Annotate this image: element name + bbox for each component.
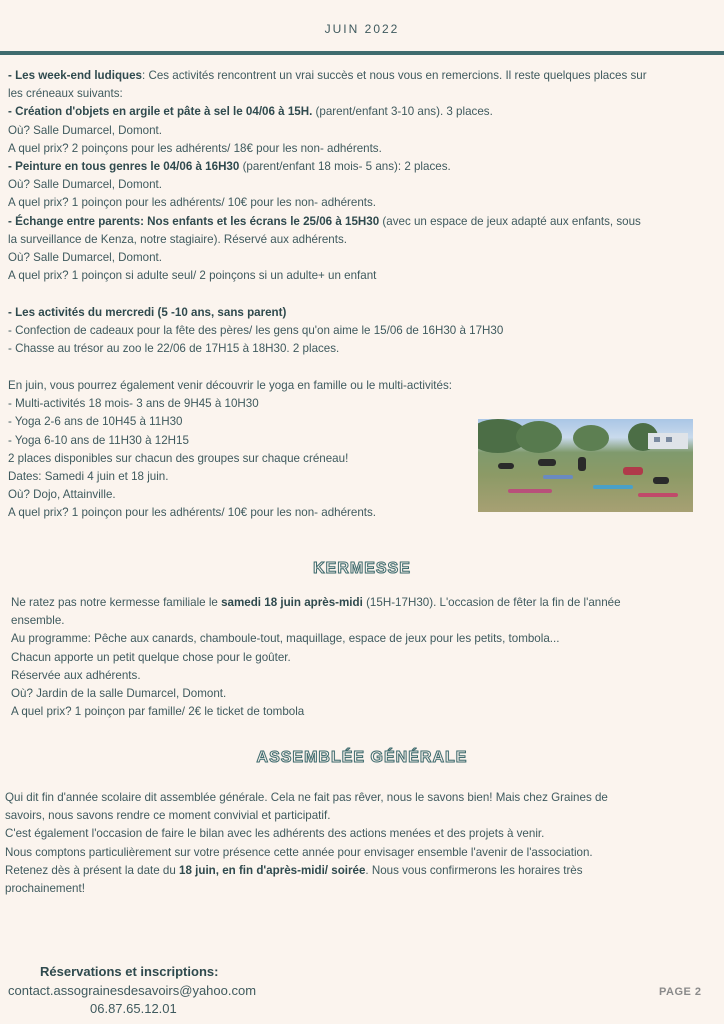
peinture-line xyxy=(8,158,720,176)
mercredi-item-chasse: - Chasse au trésor au zoo le 22/06 de 17H15 à 18H30. 2 places. xyxy=(8,342,340,356)
kermesse-text-b: (15H-17H30). L'occasion de fêter la fin de l'année xyxy=(362,596,621,609)
weekend-intro-text: : Ces activités rencontrent un vrai succès et nous vous en remercions. Il reste quelques places sur xyxy=(142,69,647,82)
kermesse-gouter: Chacun apporte un petit quelque chose pour le goûter. xyxy=(11,650,291,664)
ag-date-text-b: . Nous vous confirmerons les horaires très xyxy=(365,863,583,877)
echange-line-cont: la surveillance de Kenza, notre stagiaire). Réservé aux adhérents. xyxy=(8,232,347,246)
peinture-text: (parent/enfant 18 mois- 5 ans): 2 places. xyxy=(239,160,451,174)
kermesse-line-2: ensemble. xyxy=(11,614,65,628)
kermesse-price: A quel prix? 1 poinçon par famille/ 2€ le ticket de tombola xyxy=(11,705,305,719)
argile-text: (parent/enfant 3-10 ans). 3 places. xyxy=(312,105,493,119)
yoga-places: 2 places disponibles sur chacun des groupes sur chaque créneau! xyxy=(8,451,349,465)
argile-title: - Création d'objets en argile et pâte à sel le 04/06 à 15H. xyxy=(8,105,313,119)
argile-price: A quel prix? 2 poinçons pour les adhérents/ 18€ pour les non- adhérents. xyxy=(8,141,382,155)
peinture-location: Où? Salle Dumarcel, Domont. xyxy=(8,178,163,192)
page-number: PAGE 2 xyxy=(659,986,702,998)
yoga-dates: Dates: Samedi 4 juin et 18 juin. xyxy=(8,470,169,484)
argile-line xyxy=(8,103,720,121)
ag-date-text-a: Retenez dès à présent la date du xyxy=(5,863,180,877)
mercredi-title xyxy=(8,304,720,322)
footer-title: Réservations et inscriptions: xyxy=(40,964,219,979)
weekend-intro-cont: les créneaux suivants: xyxy=(8,87,123,101)
yoga-section xyxy=(8,377,478,523)
ag-line-6: prochainement! xyxy=(5,882,85,896)
yoga-item-6-10: - Yoga 6-10 ans de 11H30 à 12H15 xyxy=(8,433,189,447)
yoga-location: Où? Dojo, Attainville. xyxy=(8,488,116,502)
kermesse-text-a: Ne ratez pas notre kermesse familiale le xyxy=(11,596,222,609)
kermesse-location: Où? Jardin de la salle Dumarcel, Domont. xyxy=(11,687,227,701)
echange-line xyxy=(8,213,720,231)
weekend-intro-line xyxy=(8,67,720,85)
ag-title: ASSEMBLÉE GÉNÉRALE xyxy=(256,749,468,766)
echange-title: - Échange entre parents: Nos enfants et les écrans le 25/06 à 15H30 xyxy=(8,214,380,228)
argile-location: Où? Salle Dumarcel, Domont. xyxy=(8,123,163,137)
ag-line-4: Nous comptons particulièrement sur votre présence cette année pour envisager ensemble l'avenir de l'association. xyxy=(5,845,593,859)
mercredi-title-text: - Les activités du mercredi (5 -10 ans, sans parent) xyxy=(8,306,287,319)
yoga-price: A quel prix? 1 poinçon pour les adhérents/ 10€ pour les non- adhérents. xyxy=(8,506,377,520)
echange-location: Où? Salle Dumarcel, Domont. xyxy=(8,251,163,265)
ag-line-3: C'est également l'occasion de faire le bilan avec les adhérents des actions menées et des projets à venir. xyxy=(5,827,545,841)
yoga-photo xyxy=(478,419,693,512)
yoga-intro: En juin, vous pourrez également venir découvrir le yoga en famille ou le multi-activités: xyxy=(8,379,452,392)
ag-line-1: Qui dit fin d'année scolaire dit assemblée générale. Cela ne fait pas rêver, nous le savons bien! Mais chez Graines de xyxy=(5,791,608,804)
mercredi-section xyxy=(8,304,720,359)
ag-line-5 xyxy=(5,862,717,880)
footer-phone: 06.87.65.12.01 xyxy=(90,1001,177,1016)
weekend-title: - Les week-end ludiques xyxy=(8,69,143,82)
header-divider xyxy=(0,51,724,55)
ag-section xyxy=(5,789,717,898)
footer-email-link[interactable]: contact.assograinesdesavoirs@yahoo.com xyxy=(8,983,257,998)
ag-date: 18 juin, en fin d'après-midi/ soirée xyxy=(179,863,366,877)
kermesse-line-1 xyxy=(11,594,717,612)
echange-price: A quel prix? 1 poinçon si adulte seul/ 2 poinçons si un adulte+ un enfant xyxy=(8,269,377,283)
kermesse-date: samedi 18 juin après-midi xyxy=(221,596,363,609)
weekend-section xyxy=(8,67,720,285)
kermesse-reserved: Réservée aux adhérents. xyxy=(11,668,141,682)
kermesse-section xyxy=(11,594,717,721)
peinture-title: - Peinture en tous genres le 04/06 à 16H30 xyxy=(8,160,240,174)
yoga-item-2-6: - Yoga 2-6 ans de 10H45 à 11H30 xyxy=(8,415,183,429)
peinture-price: A quel prix? 1 poinçon pour les adhérents/ 10€ pour les non- adhérents. xyxy=(8,196,377,210)
kermesse-title: KERMESSE xyxy=(313,560,411,577)
kermesse-programme: Au programme: Pêche aux canards, chamboule-tout, maquillage, espace de jeux pour les petits, tombola... xyxy=(11,632,560,646)
ag-line-2: savoirs, nous savons rendre ce moment convivial et participatif. xyxy=(5,809,331,823)
header-date: JUIN 2022 xyxy=(324,22,400,36)
yoga-item-multi: - Multi-activités 18 mois- 3 ans de 9H45 à 10H30 xyxy=(8,397,259,411)
echange-text: (avec un espace de jeux adapté aux enfants, sous xyxy=(379,214,641,228)
mercredi-item-cadeaux: - Confection de cadeaux pour la fête des pères/ les gens qu'on aime le 15/06 de 16H30 à 17H30 xyxy=(8,324,504,338)
